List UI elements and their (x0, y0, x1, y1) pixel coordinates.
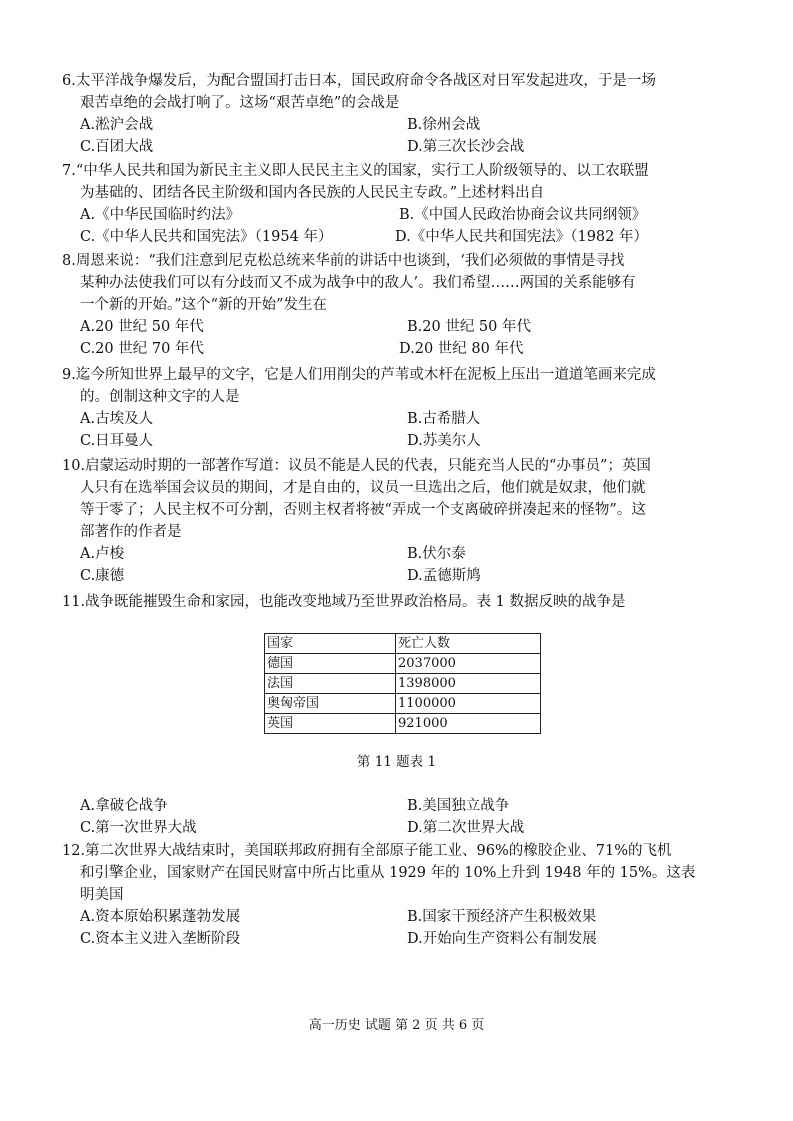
question-8-stem-line-2: 某种办法使我们可以有分歧而又不成为战争中的敌人’。我们希望……两国的关系能够有 (80, 275, 636, 291)
question-10-option-b: B.伏尔泰 (407, 546, 466, 562)
question-11-options (62, 795, 742, 839)
table-cell-country: 法国 (265, 674, 396, 694)
question-6-option-d: D.第三次长沙会战 (407, 139, 525, 155)
question-6 (62, 70, 742, 158)
question-10-stem-line-1: 10.启蒙运动时期的一部著作写道：议员不能是人民的代表，只能充当人民的“办事员”；英国 (62, 458, 651, 474)
question-12-option-d: D.开始向生产资料公有制发展 (407, 931, 597, 947)
question-8-option-d: D.20 世纪 80 年代 (399, 341, 524, 357)
question-11-option-b: B.美国独立战争 (407, 798, 510, 814)
table-cell-deaths: 921000 (396, 714, 541, 734)
table-cell-deaths: 1100000 (396, 694, 541, 714)
question-10-option-a: A.卢梭 (80, 546, 125, 562)
question-10-stem-line-4: 部著作的作者是 (80, 524, 182, 540)
table-cell-country: 英国 (265, 714, 396, 734)
question-8-stem-line-1: 8.周恩来说：“我们注意到尼克松总统来华前的讲话中也谈到，‘我们必须做的事情是寻找 (62, 253, 625, 269)
question-10-option-c: C.康德 (80, 568, 125, 584)
question-6-option-c: C.百团大战 (80, 139, 154, 155)
question-8-option-a: A.20 世纪 50 年代 (80, 319, 204, 335)
table-caption: 第 11 题表 1 (356, 754, 437, 770)
question-9-option-c: C.日耳曼人 (80, 433, 154, 449)
question-12-stem-line-1: 12.第二次世界大战结束时，美国联邦政府拥有全部原子能工业、96%的橡胶企业、71%的飞机 (62, 843, 672, 859)
question-12-option-c: C.资本主义进入垄断阶段 (80, 931, 241, 947)
question-8 (62, 250, 742, 360)
table-header-deaths: 死亡人数 (396, 634, 541, 654)
question-9-stem-line-1: 9.迄今所知世界上最早的文字，它是人们用削尖的芦苇或木杆在泥板上压出一道道笔画来完成 (62, 367, 656, 383)
question-12-stem-line-2: 和引擎企业，国家财产在国民财富中所占比重从 1929 年的 10%上升到 1948 年的 15%。这表 (80, 865, 696, 881)
question-12-option-a: A.资本原始积累蓬勃发展 (80, 909, 241, 925)
question-9-option-d: D.苏美尔人 (407, 433, 481, 449)
question-11 (62, 591, 742, 613)
page-footer: 高一历史 试题 第 2 页 共 6 页 (308, 1018, 485, 1033)
table-header-row (265, 634, 541, 654)
question-8-option-b: B.20 世纪 50 年代 (407, 319, 531, 335)
question-10-stem-line-2: 人只有在选举国会议员的期间，才是自由的，议员一旦选出之后，他们就是奴隶，他们就 (80, 480, 646, 496)
question-6-option-a: A.淞沪会战 (80, 117, 154, 133)
table-row (265, 694, 541, 714)
table-row (265, 714, 541, 734)
question-7-stem-line-1: 7.“中华人民共和国为新民主主义即人民民主主义的国家，实行工人阶级领导的、以工农联盟 (62, 163, 649, 179)
question-7-option-a: A.《中华民国临时约法》 (80, 207, 241, 223)
question-11-option-a: A.拿破仑战争 (80, 798, 168, 814)
question-6-stem-line-2: 艰苦卓绝的会战打响了。这场“艰苦卓绝”的会战是 (80, 95, 400, 111)
question-7-stem-line-2: 为基础的、团结各民主阶级和国内各民族的人民民主专政。”上述材料出自 (80, 185, 545, 201)
table-header-country: 国家 (265, 634, 396, 654)
table-cell-deaths: 2037000 (396, 654, 541, 674)
question-9-stem-line-2: 的。创制这种文字的人是 (80, 389, 240, 405)
question-6-option-b: B.徐州会战 (407, 117, 481, 133)
question-12 (62, 840, 742, 950)
death-toll-table (264, 633, 541, 734)
question-6-stem-line-1: 6.太平洋战争爆发后，为配合盟国打击日本，国民政府命令各战区对日军发起进攻，于是一场 (62, 73, 656, 89)
question-7 (62, 160, 742, 248)
question-12-stem-line-3: 明美国 (80, 887, 124, 903)
question-11-option-d: D.第二次世界大战 (407, 820, 525, 836)
question-8-stem-line-3: 一个新的开始。”这个“新的开始”发生在 (80, 297, 327, 313)
question-12-option-b: B.国家干预经济产生积极效果 (407, 909, 597, 925)
question-10 (62, 455, 742, 587)
table-cell-country: 奥匈帝国 (265, 694, 396, 714)
question-7-option-b: B.《中国人民政治协商会议共同纲领》 (399, 207, 647, 223)
table-cell-deaths: 1398000 (396, 674, 541, 694)
table-row (265, 674, 541, 694)
question-9 (62, 364, 742, 452)
question-10-stem-line-3: 等于零了；人民主权不可分割，否则主权者将被“弄成一个支离破碎拼凑起来的怪物”。这 (80, 502, 646, 518)
table-cell-country: 德国 (265, 654, 396, 674)
question-11-option-c: C.第一次世界大战 (80, 820, 197, 836)
table-row (265, 654, 541, 674)
question-10-option-d: D.孟德斯鸠 (407, 568, 481, 584)
question-8-option-c: C.20 世纪 70 年代 (80, 341, 204, 357)
question-7-option-c: C.《中华人民共和国宪法》（1954 年） (80, 229, 333, 245)
question-9-option-b: B.古希腊人 (407, 411, 481, 427)
question-11-stem-line-1: 11.战争既能摧毁生命和家园，也能改变地域乃至世界政治格局。表 1 数据反映的战争是 (62, 594, 626, 610)
question-9-option-a: A.古埃及人 (80, 411, 154, 427)
question-7-option-d: D.《中华人民共和国宪法》（1982 年） (395, 229, 648, 245)
